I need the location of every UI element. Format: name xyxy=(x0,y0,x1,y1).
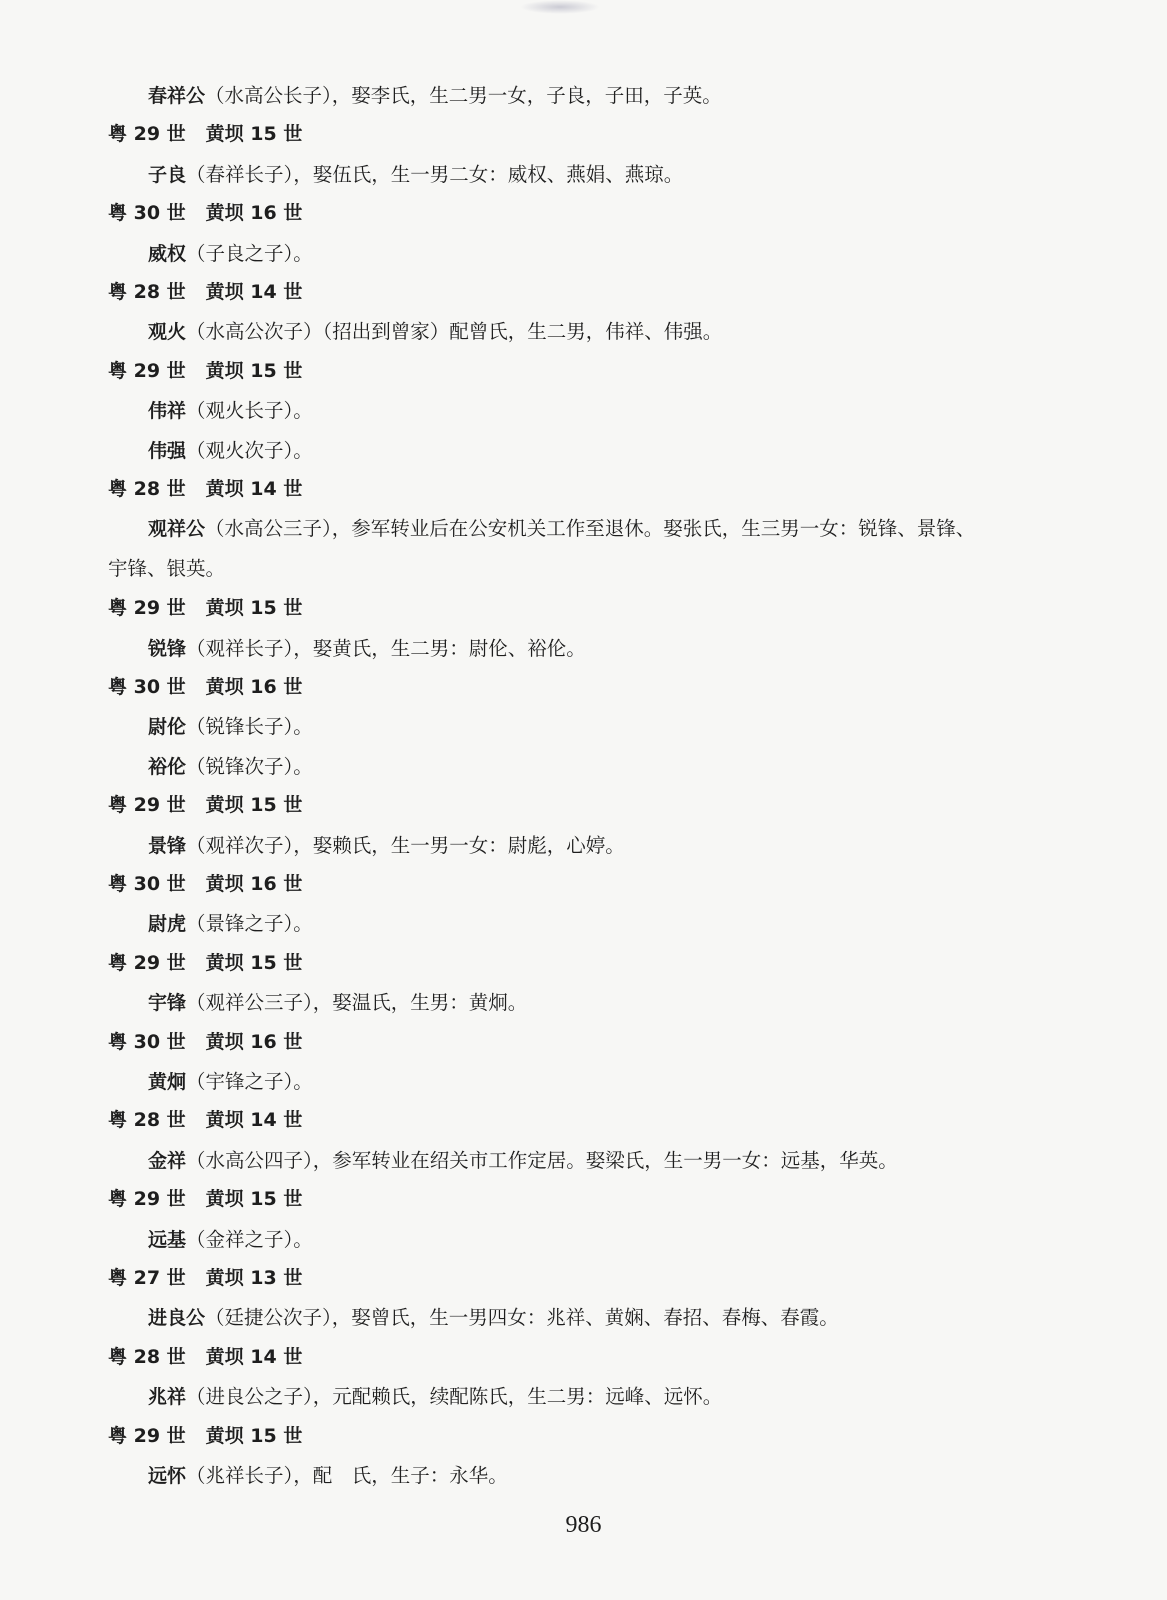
huangba-generation: 黄坝 14 世 xyxy=(205,280,303,303)
yue-generation: 粤 28 世 xyxy=(108,1345,186,1368)
huangba-generation: 黄坝 15 世 xyxy=(205,597,303,620)
person-entry xyxy=(0,1377,1167,1416)
generation-heading xyxy=(0,786,1167,825)
person-entry xyxy=(0,155,1167,194)
yue-generation: 粤 29 世 xyxy=(108,1188,186,1211)
person-description: （水高公四子），参军转业在绍关市工作定居。娶梁氏，生一男一女：远基，华英。 xyxy=(186,1148,898,1172)
person-description: （水高公三子），参军转业后在公安机关工作至退休。娶张氏，生三男一女：锐锋、景锋、 xyxy=(205,517,976,541)
huangba-generation: 黄坝 14 世 xyxy=(205,1109,303,1132)
huangba-generation: 黄坝 14 世 xyxy=(205,477,303,500)
person-entry xyxy=(0,1220,1167,1259)
person-entry xyxy=(0,707,1167,746)
person-name: 景锋 xyxy=(148,834,187,857)
generation-heading xyxy=(0,1259,1167,1298)
person-description: （水高公次子）（招出到曾家）配曾氏，生二男，伟祥、伟强。 xyxy=(186,320,723,344)
person-name: 威权 xyxy=(148,242,187,265)
person-entry xyxy=(0,391,1167,430)
person-name: 观火 xyxy=(148,321,187,344)
huangba-generation: 黄坝 15 世 xyxy=(205,794,303,817)
generation-heading xyxy=(0,668,1167,707)
genealogy-text-body xyxy=(0,76,1167,1495)
person-entry xyxy=(0,1141,1167,1180)
person-name: 尉伦 xyxy=(148,716,187,739)
huangba-generation: 黄坝 13 世 xyxy=(205,1266,303,1289)
person-entry xyxy=(0,904,1167,943)
page-number: 986 xyxy=(565,1512,602,1538)
person-entry xyxy=(0,312,1167,351)
scan-smudge xyxy=(520,0,600,14)
person-entry xyxy=(0,1062,1167,1101)
person-entry xyxy=(0,747,1167,786)
person-description: （兆祥长子），配 氏，生子：永华。 xyxy=(186,1463,508,1487)
yue-generation: 粤 29 世 xyxy=(108,597,186,620)
person-name: 伟祥 xyxy=(148,400,187,423)
generation-heading xyxy=(0,470,1167,509)
yue-generation: 粤 28 世 xyxy=(108,280,186,303)
generation-heading xyxy=(0,273,1167,312)
person-entry xyxy=(0,509,1167,549)
person-name: 观祥公 xyxy=(148,518,206,541)
huangba-generation: 黄坝 15 世 xyxy=(205,123,303,146)
huangba-generation: 黄坝 16 世 xyxy=(205,873,303,896)
person-description: （观祥次子），娶赖氏，生一男一女：尉彪，心婷。 xyxy=(186,833,625,857)
person-entry xyxy=(0,1298,1167,1337)
huangba-generation: 黄坝 14 世 xyxy=(205,1345,303,1368)
person-entry xyxy=(0,1456,1167,1495)
generation-heading xyxy=(0,352,1167,391)
person-description: （景锋之子）。 xyxy=(186,912,313,936)
person-name: 进良公 xyxy=(148,1307,206,1330)
person-name: 裕伦 xyxy=(148,755,187,778)
yue-generation: 粤 29 世 xyxy=(108,123,186,146)
person-name: 宇锋 xyxy=(148,992,187,1015)
generation-heading xyxy=(0,589,1167,628)
generation-heading xyxy=(0,1417,1167,1456)
generation-heading xyxy=(0,194,1167,233)
person-entry xyxy=(0,76,1167,115)
person-description: （观祥公三子），娶温氏，生男：黄炯。 xyxy=(186,991,528,1015)
yue-generation: 粤 29 世 xyxy=(108,794,186,817)
person-description: （金祥之子）。 xyxy=(186,1227,313,1251)
person-entry xyxy=(0,234,1167,273)
yue-generation: 粤 29 世 xyxy=(108,1424,186,1447)
person-name: 黄炯 xyxy=(148,1070,187,1093)
person-description: （进良公之子），元配赖氏，续配陈氏，生二男：远峰、远怀。 xyxy=(186,1385,723,1409)
person-description: （观火次子）。 xyxy=(186,438,313,462)
person-description: （子良之子）。 xyxy=(186,241,313,265)
generation-heading xyxy=(0,1338,1167,1377)
huangba-generation: 黄坝 15 世 xyxy=(205,951,303,974)
generation-heading xyxy=(0,115,1167,154)
yue-generation: 粤 30 世 xyxy=(108,202,186,225)
huangba-generation: 黄坝 15 世 xyxy=(205,359,303,382)
person-description: （锐锋长子）。 xyxy=(186,715,313,739)
person-description-continued: 宇锋、银英。 xyxy=(108,557,226,581)
person-name: 子良 xyxy=(148,163,187,186)
huangba-generation: 黄坝 16 世 xyxy=(205,202,303,225)
yue-generation: 粤 30 世 xyxy=(108,873,186,896)
yue-generation: 粤 29 世 xyxy=(108,359,186,382)
person-name: 尉虎 xyxy=(148,913,187,936)
person-description: （观火长子）。 xyxy=(186,399,313,423)
yue-generation: 粤 28 世 xyxy=(108,1109,186,1132)
person-entry xyxy=(0,983,1167,1022)
person-name: 春祥公 xyxy=(148,85,206,107)
yue-generation: 粤 30 世 xyxy=(108,1030,186,1053)
yue-generation: 粤 27 世 xyxy=(108,1266,186,1289)
person-entry xyxy=(0,431,1167,470)
generation-heading xyxy=(0,1180,1167,1219)
yue-generation: 粤 28 世 xyxy=(108,477,186,500)
yue-generation: 粤 30 世 xyxy=(108,676,186,699)
generation-heading xyxy=(0,1023,1167,1062)
huangba-generation: 黄坝 16 世 xyxy=(205,676,303,699)
generation-heading xyxy=(0,865,1167,904)
person-entry xyxy=(0,629,1167,668)
person-description: （水高公长子），娶李氏，生二男一女，子良，子田，子英。 xyxy=(205,84,722,107)
person-name: 远怀 xyxy=(148,1464,187,1487)
huangba-generation: 黄坝 15 世 xyxy=(205,1188,303,1211)
huangba-generation: 黄坝 16 世 xyxy=(205,1030,303,1053)
huangba-generation: 黄坝 15 世 xyxy=(205,1424,303,1447)
person-description: （宇锋之子）。 xyxy=(186,1069,313,1093)
person-name: 兆祥 xyxy=(148,1386,187,1409)
person-entry xyxy=(0,826,1167,865)
person-description: （锐锋次子）。 xyxy=(186,754,313,778)
person-description: （春祥长子），娶伍氏，生一男二女：威权、燕娟、燕琼。 xyxy=(186,162,684,186)
generation-heading xyxy=(0,1101,1167,1140)
person-name: 伟强 xyxy=(148,439,187,462)
person-name: 金祥 xyxy=(148,1149,187,1172)
person-description: （廷捷公次子），娶曾氏，生一男四女：兆祥、黄娴、春招、春梅、春霞。 xyxy=(205,1306,839,1330)
generation-heading xyxy=(0,944,1167,983)
person-description: （观祥长子），娶黄氏，生二男：尉伦、裕伦。 xyxy=(186,636,586,660)
person-name: 锐锋 xyxy=(148,637,187,660)
yue-generation: 粤 29 世 xyxy=(108,951,186,974)
person-name: 远基 xyxy=(148,1228,187,1251)
